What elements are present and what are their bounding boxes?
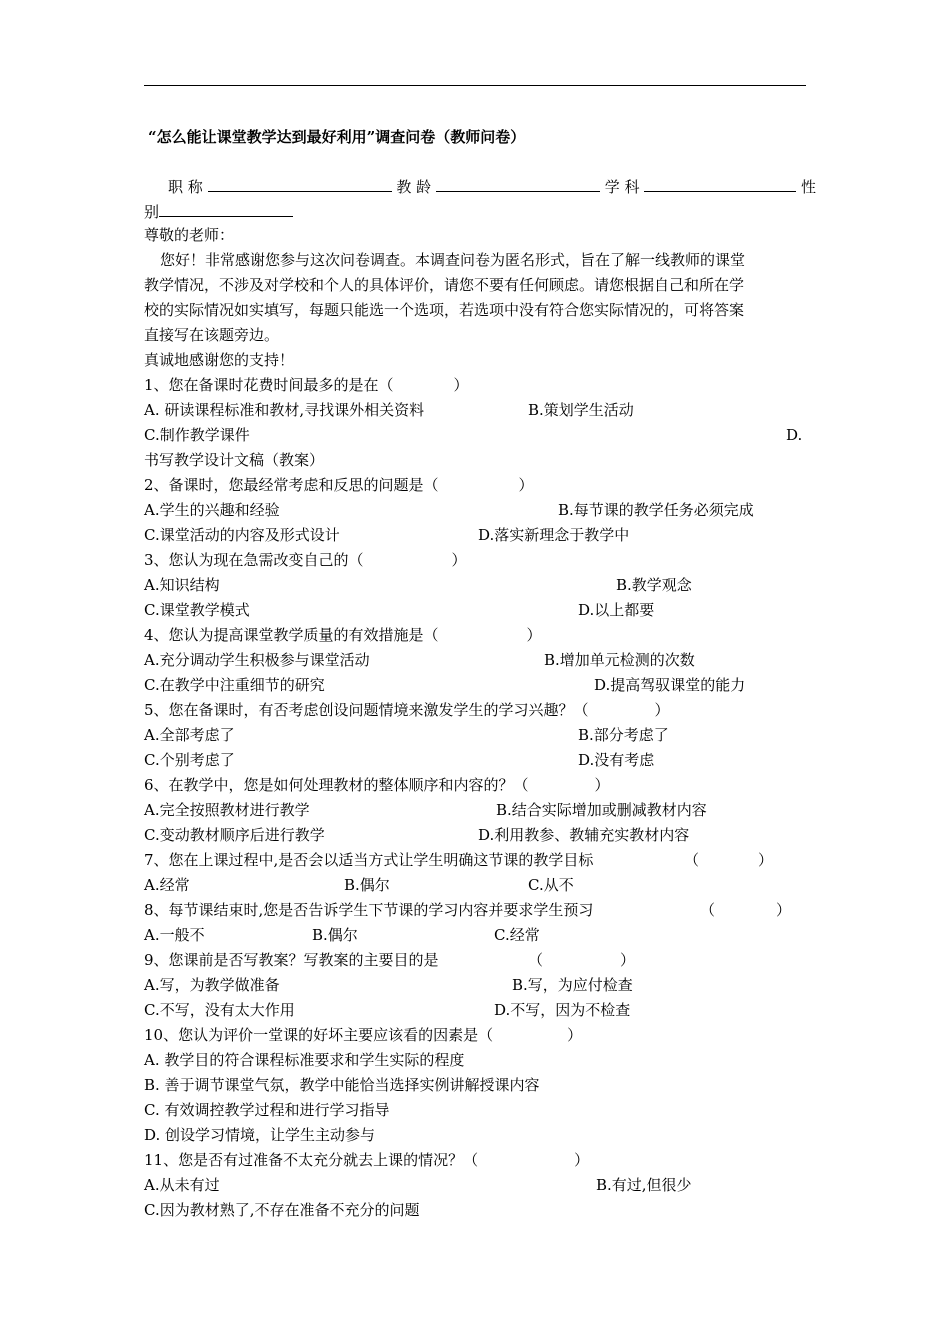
option-c[interactable]: C. 有效调控教学过程和进行学习指导 bbox=[144, 1101, 390, 1119]
question-text: 3、您认为现在急需改变自己的（ bbox=[144, 551, 364, 569]
question-1 bbox=[144, 373, 469, 398]
option-c[interactable]: C.变动教材顺序后进行教学 bbox=[144, 826, 325, 844]
question-10 bbox=[144, 1023, 582, 1048]
gender-label-cont: 别 bbox=[144, 203, 160, 221]
option-a[interactable]: A.从未有过 bbox=[144, 1176, 220, 1194]
answer-bracket[interactable]: ） bbox=[574, 1151, 590, 1169]
answer-bracket[interactable]: ） bbox=[518, 476, 534, 494]
option-b[interactable]: B.有过,但很少 bbox=[596, 1176, 692, 1194]
info-fields-row-2 bbox=[144, 199, 293, 224]
option-a[interactable]: A. 研读课程标准和教材,寻找课外相关资料 bbox=[144, 401, 425, 419]
option-d-text[interactable]: 书写教学设计文稿（教案） bbox=[144, 451, 325, 469]
option-a[interactable]: A.经常 bbox=[144, 876, 190, 894]
question-text: 10、您认为评价一堂课的好坏主要应该看的因素是（ bbox=[144, 1026, 494, 1044]
gender-field[interactable] bbox=[159, 199, 293, 217]
option-d[interactable]: D.没有考虑 bbox=[578, 751, 655, 769]
answer-bracket[interactable]: ） bbox=[453, 376, 469, 394]
option-b[interactable]: B.偶尔 bbox=[344, 876, 390, 894]
option-b[interactable]: B.偶尔 bbox=[312, 926, 358, 944]
intro-line: 直接写在该题旁边。 bbox=[144, 326, 280, 344]
option-c[interactable]: C.在教学中注重细节的研究 bbox=[144, 676, 325, 694]
greeting: 尊敬的老师： bbox=[144, 226, 235, 244]
gender-label: 性 bbox=[801, 178, 817, 196]
intro-line: 校的实际情况如实填写，每题只能选一个选项，若选项中没有符合您实际情况的，可将答案 bbox=[144, 301, 745, 319]
question-7 bbox=[144, 848, 806, 873]
option-c[interactable]: C.不写，没有太大作用 bbox=[144, 1001, 295, 1019]
question-text: 8、每节课结束时,您是否告诉学生下节课的学习内容并要求学生预习 bbox=[144, 901, 594, 919]
option-b[interactable]: B.部分考虑了 bbox=[578, 726, 669, 744]
age-field[interactable] bbox=[436, 174, 600, 192]
age-label: 教 龄 bbox=[396, 178, 432, 196]
option-b[interactable]: B.增加单元检测的次数 bbox=[544, 651, 695, 669]
question-text: 7、您在上课过程中,是否会以适当方式让学生明确这节课的教学目标 bbox=[144, 851, 594, 869]
info-fields-row bbox=[168, 174, 816, 199]
option-c[interactable]: C.制作教学课件 bbox=[144, 426, 250, 444]
option-a[interactable]: A.完全按照教材进行教学 bbox=[144, 801, 310, 819]
option-b[interactable]: B.每节课的教学任务必须完成 bbox=[558, 501, 754, 519]
answer-bracket-open[interactable]: （ bbox=[528, 951, 544, 969]
title-field[interactable] bbox=[208, 174, 392, 192]
question-text: 11、您是否有过准备不太充分就去上课的情况？（ bbox=[144, 1151, 479, 1169]
header-rule bbox=[144, 85, 806, 86]
q1-options-row bbox=[144, 423, 806, 448]
question-text: 9、您课前是否写教案？写教案的主要目的是 bbox=[144, 951, 439, 969]
option-d[interactable]: D.提高驾驭课堂的能力 bbox=[594, 676, 746, 694]
answer-bracket-close[interactable]: ） bbox=[758, 851, 774, 869]
option-d[interactable]: D. 创设学习情境，让学生主动参与 bbox=[144, 1126, 376, 1144]
option-a[interactable]: A.知识结构 bbox=[144, 576, 220, 594]
question-text: 1、您在备课时花费时间最多的是在（ bbox=[144, 376, 394, 394]
option-a[interactable]: A. 教学目的符合课程标准要求和学生实际的程度 bbox=[144, 1051, 465, 1069]
question-9 bbox=[144, 948, 806, 973]
question-4 bbox=[144, 623, 542, 648]
option-b[interactable]: B.策划学生活动 bbox=[528, 401, 634, 419]
intro-line: 您好！非常感谢您参与这次问卷调查。本调查问卷为匿名形式，旨在了解一线教师的课堂 bbox=[160, 251, 746, 269]
option-d[interactable]: D.不写，因为不检查 bbox=[494, 1001, 631, 1019]
thanks-line: 真诚地感谢您的支持！ bbox=[144, 351, 295, 369]
answer-bracket[interactable]: ） bbox=[451, 551, 467, 569]
option-a[interactable]: A.学生的兴趣和经验 bbox=[144, 501, 280, 519]
question-3 bbox=[144, 548, 467, 573]
answer-bracket[interactable]: ） bbox=[654, 701, 670, 719]
option-d[interactable]: D. bbox=[786, 426, 803, 444]
title-label: 职 称 bbox=[168, 178, 203, 196]
question-5 bbox=[144, 698, 670, 723]
question-11 bbox=[144, 1148, 589, 1173]
question-2 bbox=[144, 473, 534, 498]
answer-bracket-close[interactable]: ） bbox=[776, 901, 792, 919]
intro-line: 教学情况，不涉及对学校和个人的具体评价，请您不要有任何顾虑。请您根据自己和所在学 bbox=[144, 276, 745, 294]
question-text: 6、在教学中，您是如何处理教材的整体顺序和内容的？（ bbox=[144, 776, 529, 794]
option-a[interactable]: A.充分调动学生积极参与课堂活动 bbox=[144, 651, 370, 669]
option-a[interactable]: A.全部考虑了 bbox=[144, 726, 235, 744]
subject-field[interactable] bbox=[644, 174, 796, 192]
question-6 bbox=[144, 773, 610, 798]
option-a[interactable]: A.一般不 bbox=[144, 926, 205, 944]
answer-bracket[interactable]: ） bbox=[526, 626, 542, 644]
option-c[interactable]: C.课堂教学模式 bbox=[144, 601, 250, 619]
question-8 bbox=[144, 898, 806, 923]
answer-bracket-open[interactable]: （ bbox=[700, 901, 716, 919]
option-c[interactable]: C.课堂活动的内容及形式设计 bbox=[144, 526, 340, 544]
option-c[interactable]: C.经常 bbox=[494, 926, 540, 944]
option-b[interactable]: B.教学观念 bbox=[616, 576, 692, 594]
answer-bracket[interactable]: ） bbox=[567, 1026, 583, 1044]
option-b[interactable]: B.写，为应付检查 bbox=[512, 976, 633, 994]
option-d[interactable]: D.利用教参、教辅充实教材内容 bbox=[478, 826, 690, 844]
option-c[interactable]: C.个别考虑了 bbox=[144, 751, 235, 769]
option-d[interactable]: D.以上都要 bbox=[578, 601, 655, 619]
answer-bracket-open[interactable]: （ bbox=[684, 851, 700, 869]
question-text: 2、备课时，您最经常考虑和反思的问题是（ bbox=[144, 476, 439, 494]
survey-title: “怎么能让课堂教学达到最好利用”调查问卷（教师问卷） bbox=[148, 128, 526, 146]
option-c[interactable]: C.因为教材熟了,不存在准备不充分的问题 bbox=[144, 1201, 420, 1219]
question-text: 5、您在备课时，有否考虑创设问题情境来激发学生的学习兴趣？（ bbox=[144, 701, 589, 719]
option-b[interactable]: B. 善于调节课堂气氛，教学中能恰当选择实例讲解授课内容 bbox=[144, 1076, 540, 1094]
question-text: 4、您认为提高课堂教学质量的有效措施是（ bbox=[144, 626, 439, 644]
option-c[interactable]: C.从不 bbox=[528, 876, 574, 894]
subject-label: 学 科 bbox=[604, 178, 640, 196]
option-b[interactable]: B.结合实际增加或删减教材内容 bbox=[496, 801, 707, 819]
option-a[interactable]: A.写，为教学做准备 bbox=[144, 976, 280, 994]
answer-bracket-close[interactable]: ） bbox=[620, 951, 636, 969]
answer-bracket[interactable]: ） bbox=[594, 776, 610, 794]
option-d[interactable]: D.落实新理念于教学中 bbox=[478, 526, 630, 544]
